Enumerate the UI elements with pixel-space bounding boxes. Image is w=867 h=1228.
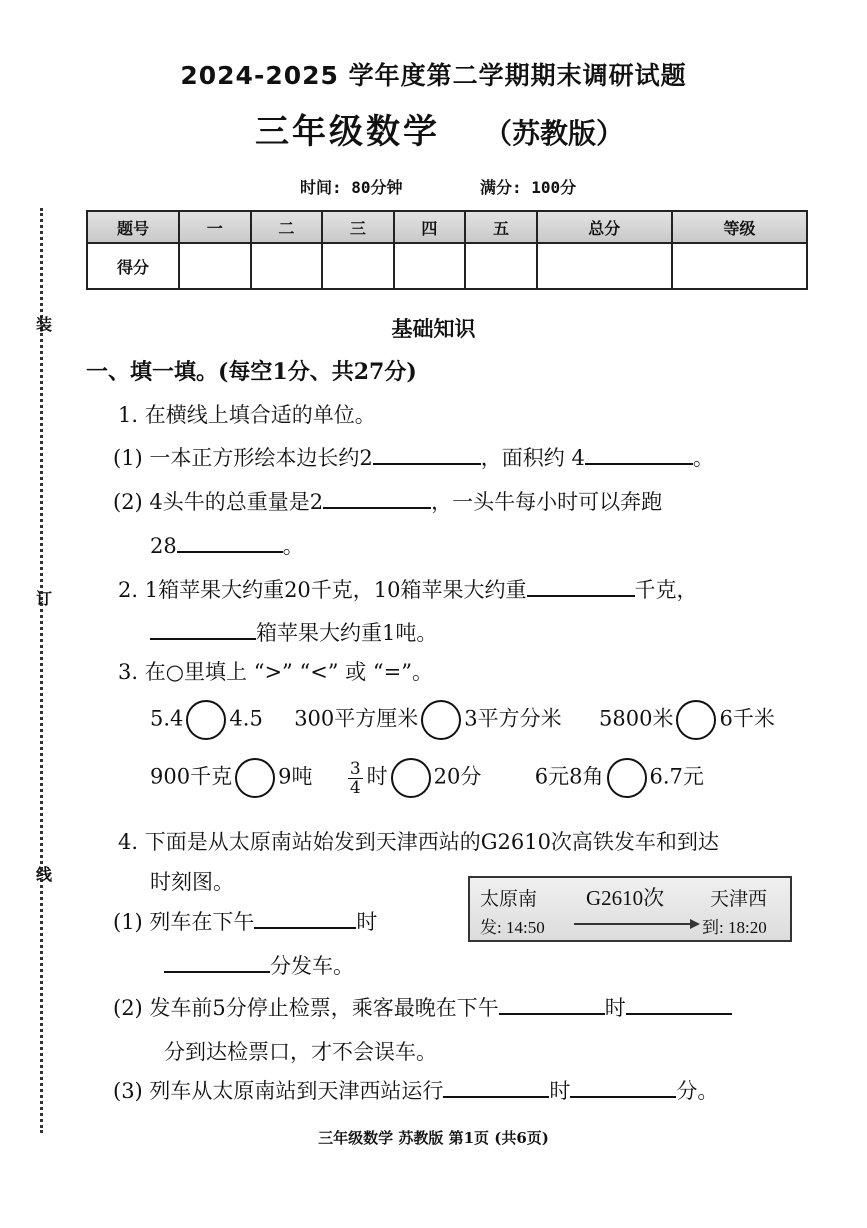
compare-right: 3平方分米 (464, 706, 562, 731)
q4-sub1-text-b: 时 (356, 910, 378, 934)
q4-sub3-text-c: 分。 (676, 1079, 719, 1103)
score-cell-grade[interactable] (672, 243, 807, 289)
score-cell[interactable] (394, 243, 466, 289)
q4-sub1 (113, 906, 377, 936)
q2-text-c: 箱苹果大约重1吨。 (256, 621, 438, 645)
q2-text-a: 2. 1箱苹果大约重20千克，10箱苹果大约重 (118, 578, 527, 602)
compare-right: 4.5 (229, 706, 263, 731)
compare-circle[interactable] (676, 700, 716, 740)
answer-blank[interactable] (585, 443, 693, 465)
q1-sub2-text-d: 。 (282, 534, 304, 558)
q1-sub1 (113, 442, 714, 472)
ticket-depart: 发: 14:50 (480, 918, 545, 937)
compare-left: 300平方厘米 (294, 706, 419, 731)
q4-sub2-cont: 分到达检票口，才不会误车。 (164, 1040, 437, 1064)
answer-blank[interactable] (150, 618, 256, 640)
q4-sub2-text-b: 时 (604, 996, 626, 1020)
score-head-5: 五 (465, 211, 537, 243)
answer-blank[interactable] (323, 487, 431, 509)
compare-left-unit: 时 (366, 764, 388, 789)
q3-stem: 3. 在○里填上 “>” “<” 或 “=”。 (118, 660, 433, 684)
q2-line1 (118, 574, 698, 604)
binding-char-zhuang: 装 (36, 315, 53, 334)
answer-blank[interactable] (499, 993, 605, 1015)
q4-sub2-text-a: (2) 发车前5分停止检票，乘客最晚在下午 (113, 996, 499, 1020)
compare-circle[interactable] (235, 758, 275, 798)
ticket-train: G2610次 (586, 886, 665, 910)
q4-sub1-cont (164, 950, 354, 980)
q2-line2 (150, 617, 437, 647)
compare-left: 900千克 (150, 764, 233, 789)
q1-sub2-text-c: 28 (150, 534, 177, 558)
q3-row1 (150, 700, 775, 740)
compare-left: 5.4 (150, 706, 184, 731)
compare-circle[interactable] (391, 758, 431, 798)
score-cell[interactable] (251, 243, 323, 289)
score-head-grade: 等级 (672, 211, 807, 243)
score-head-2: 二 (251, 211, 323, 243)
score-head-3: 三 (322, 211, 394, 243)
compare-circle[interactable] (421, 700, 461, 740)
exam-title: 2024-2025 学年度第二学期期末调研试题 (180, 61, 687, 90)
score-row-label: 得分 (87, 243, 179, 289)
binding-char-ding: 订 (36, 589, 53, 608)
q4-sub3-text-b: 时 (549, 1079, 571, 1103)
q1-sub1-text-a: (1) 一本正方形绘本边长约2 (113, 446, 373, 470)
q1-stem: 1. 在横线上填合适的单位。 (118, 403, 376, 427)
answer-blank[interactable] (164, 951, 270, 973)
answer-blank[interactable] (527, 575, 635, 597)
answer-blank[interactable] (443, 1076, 549, 1098)
q4-stem-2: 时刻图。 (150, 870, 234, 894)
compare-right: 6.7元 (649, 764, 704, 789)
page-footer: 三年级数学 苏教版 第1页 (共6页) (318, 1129, 549, 1147)
score-head-4: 四 (394, 211, 466, 243)
train-ticket-diagram (468, 876, 792, 942)
binding-line (40, 208, 43, 1133)
score-cell[interactable] (179, 243, 251, 289)
q4-stem-1: 4. 下面是从太原南站始发到天津西站的G2610次高铁发车和到达 (118, 830, 719, 854)
q1-sub2 (113, 486, 662, 516)
section-title: 基础知识 (391, 316, 476, 341)
ticket-to: 天津西 (710, 889, 768, 910)
answer-blank[interactable] (570, 1076, 676, 1098)
q4-sub1-text-c: 分发车。 (270, 954, 354, 978)
q4-sub3-text-a: (3) 列车从太原南站到天津西站运行 (113, 1079, 444, 1103)
compare-left: 6元8角 (534, 764, 604, 789)
binding-char-xian: 线 (36, 865, 53, 884)
q3-row2 (150, 758, 704, 798)
q1-sub2-cont (150, 530, 304, 560)
part1-title: 一、填一填。(每空1分、共27分) (86, 359, 417, 385)
answer-blank[interactable] (254, 907, 356, 929)
q1-sub1-text-b: ，面积约 4 (480, 446, 585, 470)
score-cell[interactable] (465, 243, 537, 289)
fraction-denominator: 4 (349, 777, 361, 798)
time-limit: 时间: 80分钟 (300, 178, 403, 197)
score-head-label: 题号 (87, 211, 179, 243)
compare-right: 6千米 (719, 706, 775, 731)
score-cell-total[interactable] (537, 243, 672, 289)
compare-right: 20分 (433, 764, 482, 789)
q2-text-b: 千克， (634, 578, 698, 602)
answer-blank[interactable] (373, 443, 481, 465)
compare-right: 9吨 (278, 764, 313, 789)
q4-sub3 (113, 1075, 718, 1105)
q1-sub1-text-c: 。 (692, 446, 714, 470)
score-cell[interactable] (322, 243, 394, 289)
q1-sub2-text-b: ，一头牛每小时可以奔跑 (431, 490, 663, 514)
score-head-1: 一 (179, 211, 251, 243)
subject-title: 三年级数学 (255, 112, 440, 152)
score-table (86, 210, 808, 290)
answer-blank[interactable] (177, 531, 283, 553)
ticket-arrive: 到: 18:20 (702, 918, 767, 937)
compare-left: 5800米 (599, 706, 674, 731)
compare-circle[interactable] (607, 758, 647, 798)
answer-blank[interactable] (626, 993, 732, 1015)
score-head-total: 总分 (537, 211, 672, 243)
full-score: 满分: 100分 (480, 178, 577, 197)
fraction (348, 760, 363, 797)
edition-label: （苏教版） (484, 117, 625, 150)
ticket-from: 太原南 (480, 889, 538, 910)
fraction-numerator: 3 (349, 758, 361, 779)
compare-circle[interactable] (186, 700, 226, 740)
arrow-icon (574, 916, 702, 932)
q1-sub2-text-a: (2) 4头牛的总重量是2 (113, 490, 324, 514)
q4-sub2 (113, 992, 732, 1022)
q4-sub1-text-a: (1) 列车在下午 (113, 910, 255, 934)
